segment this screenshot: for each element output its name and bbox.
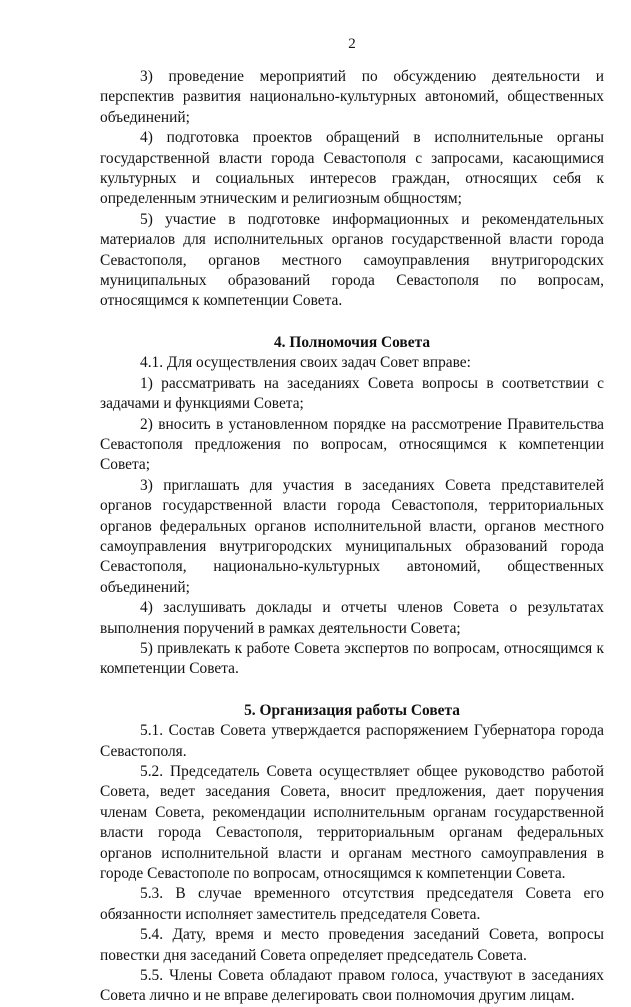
paragraph-5-5: 5.5. Члены Совета обладают правом голоса, участвуют в заседаниях Совета лично и не вправе делегировать свои полномочия другим лицам. — [100, 967, 604, 1005]
paragraph-3-3: 5) участие в подготовке информационных и рекомендательных материалов для исполнительных органов государственной власти города Севастополя, органов местного самоуправления внутригородских муниципальных образований города Севастополя по вопросам, относящимся к компетенции Совета. — [100, 210, 604, 310]
paragraph-4-1-2: 2) вносить в установленном порядке на рассмотрение Правительства Севастополя предложения по вопросам, относящимся к компетенции Совета; — [100, 415, 604, 474]
page-number: 2 — [348, 36, 356, 52]
paragraph-5-4: 5.4. Дату, время и место проведения заседаний Совета, вопросы повестки дня заседаний Совета определяет председатель Совета. — [100, 926, 604, 964]
paragraph-5-3: 5.3. В случае временного отсутствия председателя Совета его обязанности исполняет заместитель председателя Совета. — [100, 885, 604, 923]
paragraph-5-2: 5.2. Председатель Совета осуществляет общее руководство работой Совета, ведет заседания Совета, вносит предложения, дает поручения членам Совета, рекомендации исполнительным органам государственной власти города Севастополя, территориальным органам федеральных органов исполнительной власти и органам местного самоуправления в городе Севастополе по вопросам, относящимся к компетенции Совета. — [100, 763, 604, 883]
paragraph-4-1: 4.1. Для осуществления своих задач Совет вправе: — [140, 354, 471, 372]
paragraph-4-1-1: 1) рассматривать на заседаниях Совета вопросы в соответствии с задачами и функциями Совета; — [100, 374, 604, 413]
section-spacer — [100, 680, 604, 701]
paragraph-5-1: 5.1. Состав Совета утверждается распоряжением Губернатора города Севастополя. — [100, 722, 604, 760]
paragraph-3-2: 4) подготовка проектов обращений в исполнительные органы государственной власти города Севастополя с запросами, касающимися культурных и социальных интересов граждан, относящих себя к определенным этническим и религиозным общностям; — [100, 129, 604, 208]
section-heading-4: 4. Полномочия Совета — [273, 333, 431, 351]
paragraph-4-1-3: 3) приглашать для участия в заседаниях Совета представителей органов государственной власти города Севастополя, территориальных органов федеральных органов исполнительной власти, органов местного самоуправления внутригородских муниципальных образований города Севастополя, национально-культурных автономий, общественных объединений; — [100, 476, 604, 596]
paragraph-4-1-4: 4) заслушивать доклады и отчеты членов Совета о результатах выполнения поручений в рамках деятельности Совета; — [100, 599, 604, 637]
paragraph-4-1-5: 5) привлекать к работе Совета экспертов по вопросам, относящимся к компетенции Совета. — [100, 639, 604, 678]
paragraph-3-1: 3) проведение мероприятий по обсуждению деятельности и перспектив развития национально-культурных автономий, общественных объединений; — [100, 68, 604, 126]
section-heading-5: 5. Организация работы Совета — [244, 701, 460, 719]
section-spacer — [100, 312, 604, 333]
